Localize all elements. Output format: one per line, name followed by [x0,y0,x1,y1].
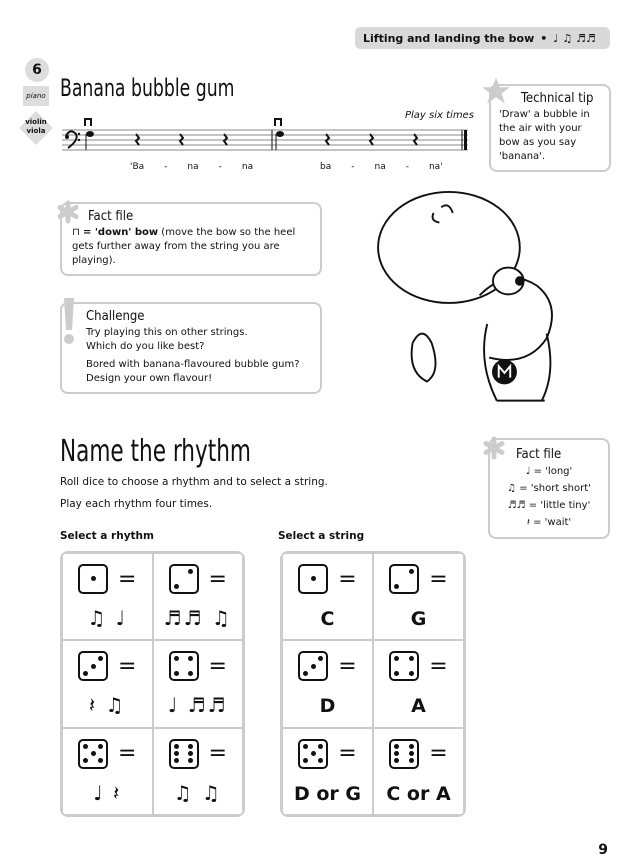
lyrics-bar1 [130,162,253,172]
fact-heading: Fact file [516,447,562,462]
lyrics-bar2 [320,162,443,172]
fact-list [500,463,598,531]
equals-sign: = [429,566,448,592]
table-cell [62,640,153,727]
rhythm-meaning: = 'short short' [519,483,591,494]
equals-sign: = [118,566,137,592]
table-cell [373,553,464,640]
instruction: Roll dice to choose a rhythm and to select a string. [60,476,328,488]
die-face-6-icon [389,739,419,769]
die-face-3-icon [78,651,108,681]
rhythm-meaning: = 'wait' [533,517,572,528]
lyric: - [405,162,409,172]
technical-tip-box [489,84,611,172]
lyric: 'Ba [130,162,145,172]
equals-sign: = [208,653,227,679]
string-value: C [320,608,335,630]
lyric: - [218,162,222,172]
piano-tag: piano [23,86,49,106]
table-cell [153,640,244,727]
string-value: A [411,695,426,718]
rhythm-table-label: Select a rhythm [60,530,154,542]
equals-sign: = [429,741,448,767]
table-cell [153,728,244,815]
table-cell [373,728,464,815]
die-face-5-icon [298,739,328,769]
lyric: na' [428,162,443,172]
music-staff [62,128,468,152]
challenge-line: Bored with banana-flavoured bubble gum? [86,359,300,370]
lyric: na [187,162,199,172]
viola-label: viola [26,127,46,135]
violin-label: violin [25,118,47,126]
die-face-4-icon [169,651,199,681]
note [86,131,94,137]
equals-sign: = [338,566,357,592]
rhythm-value: ♫ ♫ [173,780,222,805]
section-title: Name the rhythm [60,434,251,469]
die-face-1-icon [78,564,108,594]
die-face-2-icon [389,564,419,594]
table-cell [62,553,153,640]
rhythm-table [60,551,245,817]
rhythm-value: ♩ 𝄽 [93,780,122,805]
die-face-2-icon [169,564,199,594]
rhythm-value: ♩ ♬♬ [167,693,228,718]
die-face-3-icon [298,651,328,681]
equals-sign: = [338,741,357,767]
rhythm-meaning: = 'long' [533,466,573,477]
table-cell [282,728,373,815]
play-instruction: Play six times [405,110,474,121]
header-label: Lifting and landing the bow [363,31,535,45]
rhythm-value: ♫ ♩ [87,606,128,630]
tip-heading: Technical tip [521,91,594,106]
string-value: D or G [293,782,362,805]
challenge-box [60,302,322,394]
lyric: ba [320,162,332,172]
chapter-header [355,27,610,49]
table-cell [62,728,153,815]
lyric: - [164,162,168,172]
rhythm-symbol: ♩ [525,466,531,477]
header-bullet: • [540,31,548,45]
rhythm-value: ♬♬ ♫ [163,606,232,630]
fact-item [500,463,598,480]
challenge-line: Try playing this on other strings. [86,327,248,338]
down-bow-icon: ⊓ [72,227,80,238]
fact-file-2-box [488,438,610,539]
fact-item [500,480,598,497]
equals-sign: = [118,741,137,767]
challenge-line: Which do you like best? [86,341,205,352]
rhythm-symbol: ♫ [507,483,517,494]
lyric: - [351,162,355,172]
tip-text: 'Draw' a bubble in the air with your bow as you say 'banana'. [499,109,590,162]
string-value: G [410,608,427,630]
fact-bold: = 'down' bow [83,227,159,238]
piece-title: Banana bubble gum [60,74,235,102]
equals-sign: = [208,566,227,592]
die-face-5-icon [78,739,108,769]
challenge-line: Design your own flavour! [86,373,213,384]
table-cell [373,640,464,727]
down-bow-icon [84,118,92,126]
challenge-heading: Challenge [86,309,145,324]
fact-text: (move the bow so the heel gets further away from the string you are playing). [72,227,296,266]
rhythm-symbol: 𝄽 [526,517,530,528]
equals-sign: = [118,653,137,679]
table-cell [282,640,373,727]
die-face-1-icon [298,564,328,594]
lyric: na [374,162,386,172]
fact-file-box [60,202,322,276]
equals-sign: = [338,653,357,679]
instrument-tag [20,112,52,144]
down-bow-icon [274,118,282,126]
string-table [280,551,466,817]
rhythm-meaning: = 'little tiny' [528,500,591,511]
fact-heading: Fact file [88,209,134,224]
table-cell [153,553,244,640]
rhythm-symbol: ♬♬ [507,500,526,511]
lyric: na [241,162,254,172]
string-value: C or A [386,782,451,805]
die-face-4-icon [389,651,419,681]
piece-number: 6 [25,58,49,82]
table-cell [282,553,373,640]
equals-sign: = [429,653,448,679]
equals-sign: = [208,741,227,767]
string-value: D [319,695,336,718]
string-table-label: Select a string [278,530,365,542]
fact-item [500,497,598,514]
header-rhythms: ♩ ♫ ♬♬ [553,31,596,45]
monkey-bubble-illustration [370,190,570,415]
note [276,131,284,137]
die-face-6-icon [169,739,199,769]
instruction: Play each rhythm four times. [60,498,213,510]
fact-item [500,514,598,531]
rhythm-value: 𝄽 ♫ [89,693,126,718]
page-number: 9 [598,842,608,858]
